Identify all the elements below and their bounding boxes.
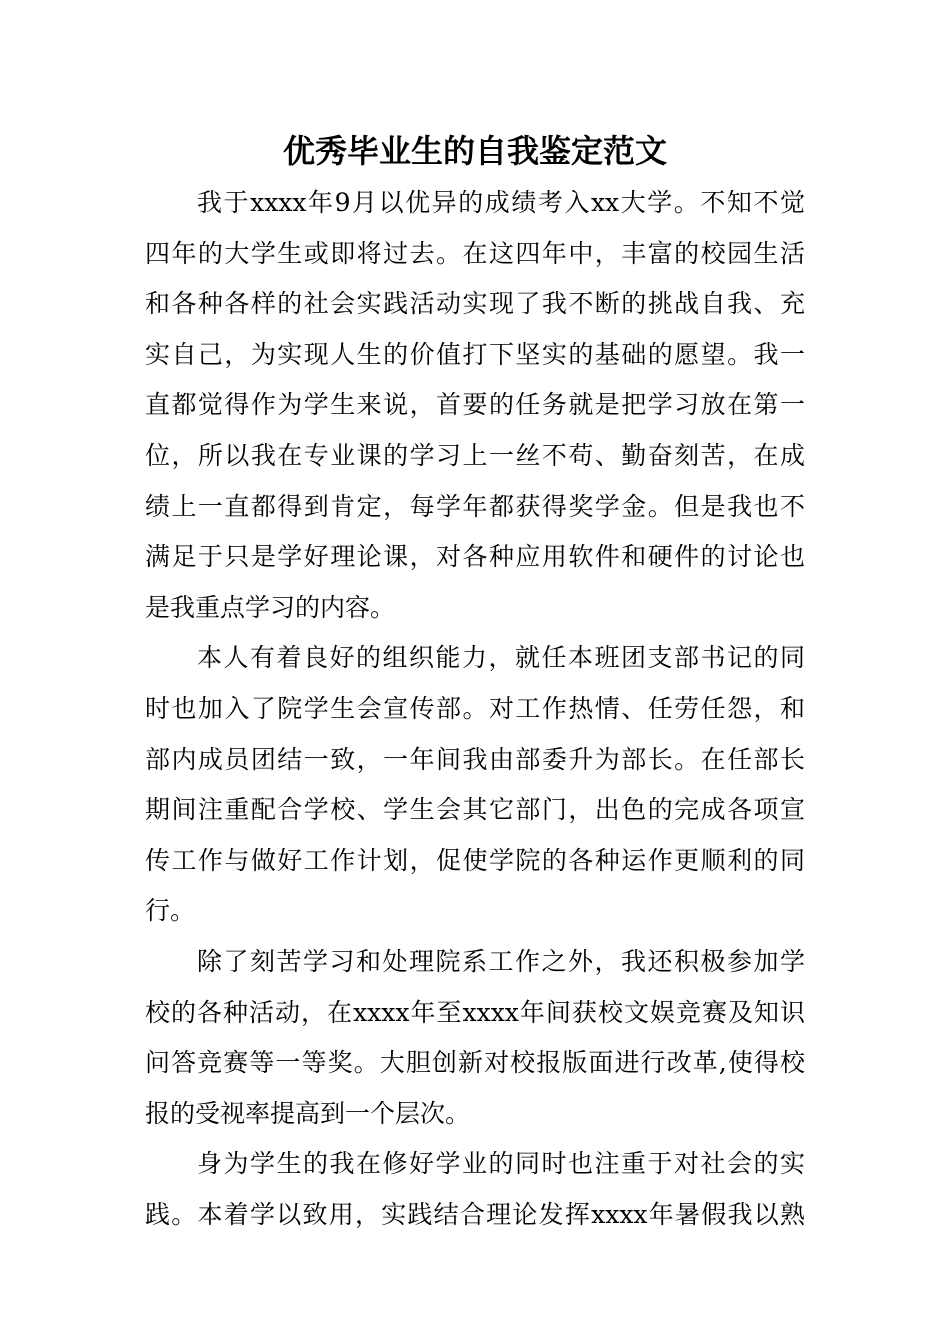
text-line: 绩上一直都得到肯定，每学年都获得奖学金。但是我也不 [145,491,805,521]
paragraph-4 [145,1139,805,1240]
text-line: 身为学生的我在修好学业的同时也注重于对社会的实 [197,1149,805,1179]
text-line: 践。本着学以致用，实践结合理论发挥xxxx年暑假我以熟 [145,1199,805,1229]
document-title: 优秀毕业生的自我鉴定范文 [282,132,667,170]
text-line: 是我重点学习的内容。 [145,592,396,622]
document-body [145,178,805,1240]
text-line: 本人有着良好的组织能力，就任本班团支部书记的同 [197,643,805,673]
text-line: 问答竞赛等一等奖。大胆创新对校报版面进行改革,使得校 [145,1048,805,1078]
text-line: 报的受视率提高到一个层次。 [145,1098,471,1128]
paragraph-3 [145,937,805,1139]
text-line: 我于xxxx年9月以优异的成绩考入xx大学。不知不觉 [197,188,805,217]
text-line: 时也加入了院学生会宣传部。对工作热情、任劳任怨，和 [145,693,805,723]
text-line: 满足于只是学好理论课，对各种应用软件和硬件的讨论也 [145,542,805,572]
text-line: 部内成员团结一致，一年间我由部委升为部长。在任部长 [145,744,805,774]
text-line: 四年的大学生或即将过去。在这四年中，丰富的校园生活 [145,238,805,268]
text-line: 和各种各样的社会实践活动实现了我不断的挑战自我、充 [145,289,805,319]
text-line: 位，所以我在专业课的学习上一丝不苟、勤奋刻苦，在成 [145,440,805,470]
text-line: 期间注重配合学校、学生会其它部门，出色的完成各项宣 [145,795,805,825]
paragraph-1 [145,178,805,633]
paragraph-2 [145,633,805,937]
text-line: 直都觉得作为学生来说，首要的任务就是把学习放在第一 [145,390,805,420]
text-line: 校的各种活动，在xxxx年至xxxx年间获校文娱竞赛及知识 [145,997,805,1027]
text-line: 实自己，为实现人生的价值打下坚实的基础的愿望。我一 [145,339,805,369]
text-line: 传工作与做好工作计划，促使学院的各种运作更顺利的同 [145,845,805,875]
text-line: 除了刻苦学习和处理院系工作之外，我还积极参加学 [197,946,805,976]
text-line: 行。 [145,896,196,926]
